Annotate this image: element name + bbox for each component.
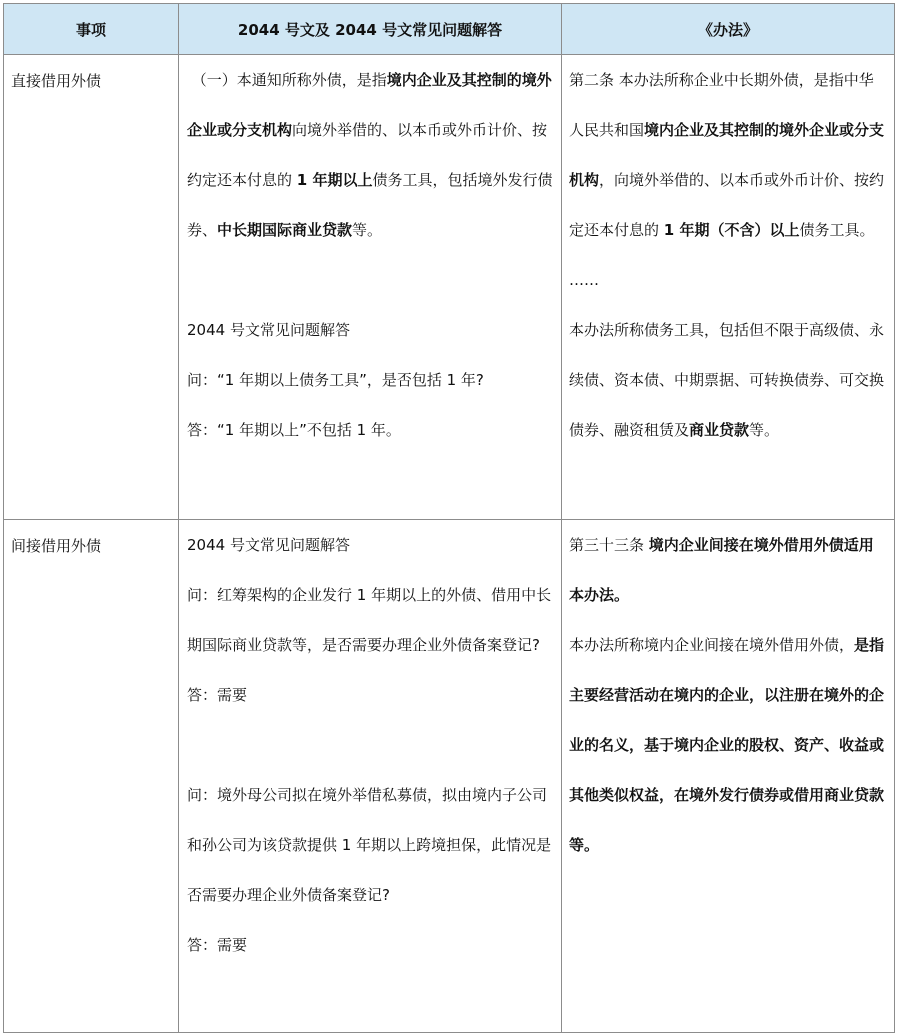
header-measures: 《办法》 [562,4,895,55]
faq-question: 问：境外母公司拟在境外举借私募债，拟由境内子公司和孙公司为该贷款提供 1 年期以上跨境担保，此情况是否需要办理企业外债备案登记? [187,786,552,904]
faq-title: 2044 号文常见问题解答 [187,321,350,339]
debt-instruments-definition: 本办法所称债务工具，包括但不限于高级债、永续债、资本债、中期票据、可转换债券、可交换债券、融资租赁及商业贷款等。 [569,321,885,439]
faq-answer: 答：“1 年期以上”不包括 1 年。 [187,421,401,439]
table-row-indirect-borrowing [4,520,895,1033]
direct-notice-definition: （一）本通知所称外债，是指境内企业及其控制的境外企业或分支机构向境外举借的、以本币或外币计价、按约定还本付息的 1 年期以上债务工具，包括境外发行债券、中长期国际商业贷款等。 [187,71,553,239]
cell-direct-notice [179,55,562,520]
indirect-borrowing-definition: 本办法所称境内企业间接在境外借用外债，是指主要经营活动在境内的企业，以注册在境外的企业的名义，基于境内企业的股权、资产、收益或其他类似权益，在境外发行债券或借用商业贷款等。 [569,636,885,854]
header-item: 事项 [4,4,179,55]
row-label-indirect: 间接借用外债 [4,520,179,1033]
faq-answer: 答：需要 [187,936,248,954]
row-label-direct: 直接借用外债 [4,55,179,520]
faq-answer: 答：需要 [187,686,248,704]
table-row-direct-borrowing [4,55,895,520]
article-33: 第三十三条 境内企业间接在境外借用外债适用本办法。 [569,536,874,604]
article-2: 第二条 本办法所称企业中长期外债，是指中华人民共和国境内企业及其控制的境外企业或分支机构，向境外举借的、以本币或外币计价、按约定还本付息的 1 年期（不含）以上债务工具。 [569,71,885,239]
table-header-row [4,4,895,55]
cell-indirect-notice [179,520,562,1033]
comparison-table [3,3,895,1033]
faq-question: 问：“1 年期以上债务工具”，是否包括 1 年? [187,371,484,389]
cell-direct-measures [562,55,895,520]
faq-question: 问：红筹架构的企业发行 1 年期以上的外债、借用中长期国际商业贷款等，是否需要办理企业外债备案登记? [187,586,552,654]
faq-title: 2044 号文常见问题解答 [187,536,350,554]
header-notice-2044: 2044 号文及 2044 号文常见问题解答 [179,4,562,55]
ellipsis: …… [569,271,599,289]
cell-indirect-measures [562,520,895,1033]
